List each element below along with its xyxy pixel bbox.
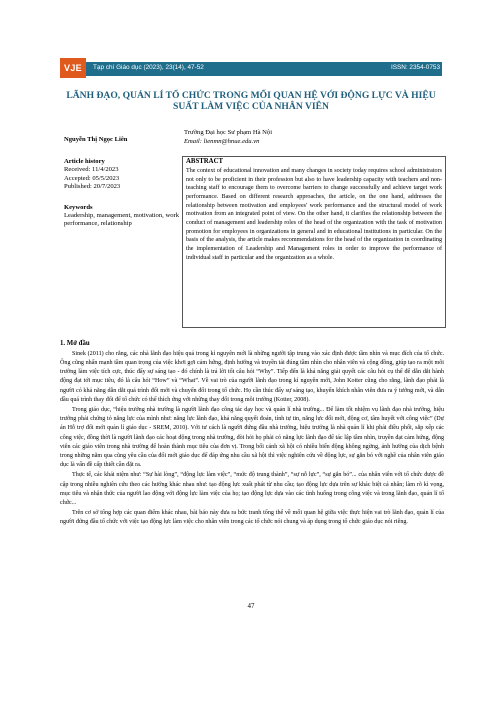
article-title: LÃNH ĐẠO, QUẢN LÍ TỔ CHỨC TRONG MỐI QUAN HỆ VỚI ĐỘNG LỰC VÀ HIỆU SUẤT LÀM VIỆC CỦA NHÂN VIÊN [66,90,436,112]
page-number: 47 [247,602,255,610]
body-paragraph: Trên cơ sở tổng hợp các quan điểm khác nhau, bài báo này đưa ra bức tranh tổng thể về mối quan hệ giữa việc thực hiện vai trò lãnh đạo, quản lí của người đứng đầu tổ chức với việc tạo động lực làm việc cho nhân viên trong các tổ chức nói chung và áp dụng trong tổ chức giáo dục nói riêng. [60,510,444,526]
section-heading: 1. Mở đầu [60,340,90,347]
keywords-list: Leadership, management, motivation, work performance, relationship [64,212,179,228]
accepted-date: Accepted: 05/5/2023 [64,174,120,182]
author-email[interactable]: Email: lienmn@hnue.edu.vn [184,138,260,145]
abstract-heading: ABSTRACT [186,158,224,165]
journal-citation: Tạp chí Giáo dục (2023), 23(14), 47-52 [93,64,204,71]
journal-issn: ISSN: 2354-0753 [390,64,440,71]
body-paragraph: Sinek (2011) cho rằng, các nhà lãnh đạo hiệu quả trong kỉ nguyên mới là những người tập trung vào xác định được tầm nhìn và mục đích của tổ chức. Ông cũng nhấn mạnh tầm quan trọng của việc khơi gợi cảm hứng, định hướng và truyền tải đúng tầm nhìn cho nhân viên và cộng đồng, giúp tạo ra một môi trường làm việc tích cực, thúc đẩy sự sáng tạo - đó chính là trả lời tốt câu hỏi “Why”. Tiếp đến là khả năng giải quyết các câu hỏi cụ thể để dẫn dắt hành động đạt tới mục tiêu, đó là câu hỏi “How” và “What”. Về vai trò của người lãnh đạo trong kỉ nguyên mới, John Kotter cũng cho rằng, lãnh đạo phải là người có khả năng dẫn dắt quá trình đổi mới và chuyển đổi trong tổ chức. Họ cần thúc đẩy sự sáng tạo, khuyến khích nhân viên đưa ra ý tưởng mới, và dẫn dầu quá trình thay đổi để tổ chức có thể thích ứng với những thay đổi trong môi trường (Kotter, 2008). [60,351,444,403]
published-date: Published: 20/7/2023 [64,183,121,191]
institution-name: Trường Đại học Sư phạm Hà Nội [184,129,273,136]
abstract-text: The context of educational innovation and many changes in society today requires school administrators not only to be proficient in their profession but also to have leadership capacity with teachers and non-teaching staff to encourage them to overcome barriers to change successfully and achieve target work performance. Based on different research approaches, the article, on the one hand, addresses the relationship between motivation and employees' work performance and the structural model of work motivation from an integrated point of view. On the other hand, it clarifies the relationship between the conduct of management and leadership roles of the head of the organization with the task of motivation promotion for employees in organizations in general and in educational institutions in particular. On the basis of the analysis, the article makes recommendations for the head of the organization in coordinating the implementation of Leadership and Management roles in order to improve the performance of individual staff in particular and the organization as a whole. [186,168,442,261]
body-text [60,350,444,529]
author-affiliation [184,128,272,146]
article-sidebar [64,158,180,229]
body-paragraph: Thực tế, các khái niệm như: “Sự hài lòng”, “động lực làm việc”, “mức độ trung thành”, “sự nỗ lực”, “sự gắn bó”... của nhân viên với tổ chức được đề cập trong nhiều nghiên cứu theo các hướng khác nhau như: tạo động lực xuất phát từ nhu cầu; tạo động lực dựa trên sự khác biệt cá nhân; làm rõ kì vọng, mục tiêu và nhận thức của người lao động với động lực làm việc của họ; tạo động lực dựa vào các tình huống trong công việc và trong lãnh đạo, quản lí tổ chức... [60,472,444,506]
author-name: Nguyễn Thị Ngọc Liên [64,136,128,143]
journal-logo-badge: VJE [60,58,86,78]
body-paragraph: Trong giáo dục, “hiệu trưởng nhà trường là người lãnh đạo công tác dạy học và quản lí nhà trường... Để làm tốt nhiệm vụ lãnh đạo nhà trường, hiệu trưởng phải chứng tỏ năng lực của mình như: năng lực lãnh đạo, khả năng quyết đoán, tính tự tin, năng lực đổi mới, động cơ, tâm huyết với công việc” (Dự án Hỗ trợ đổi mới quản lí giáo dục - SREM, 2010). Với tư cách là người đứng đầu nhà trường, hiệu trưởng là nhà quản lí khi phải điều phối, sắp xếp các công việc, đồng thời là người lãnh đạo các hoạt động trong nhà trường, đòi hỏi họ phải có năng lực lãnh đạo để tác lập tầm nhìn, truyền đạt cảm hứng, động viên các giáo viên trong nhà trường để hoàn thành mục tiêu của đơn vị. Trong bối cảnh xã hội có nhiều biến động không ngừng, ảnh hưởng của dịch bệnh trong những năm qua cũng yêu cầu của đổi mới giáo dục để đáp ứng nhu cầu xã hội thì việc nghiên cứu về động lực, sự gắn bó với nghề của nhân viên giáo dục là vấn đề cấp thiết cần đặt ra. [60,407,444,469]
article-history-heading: Article history [64,158,105,165]
keywords-heading: Keywords [64,203,93,211]
received-date: Received: 11/4/2023 [64,166,119,174]
